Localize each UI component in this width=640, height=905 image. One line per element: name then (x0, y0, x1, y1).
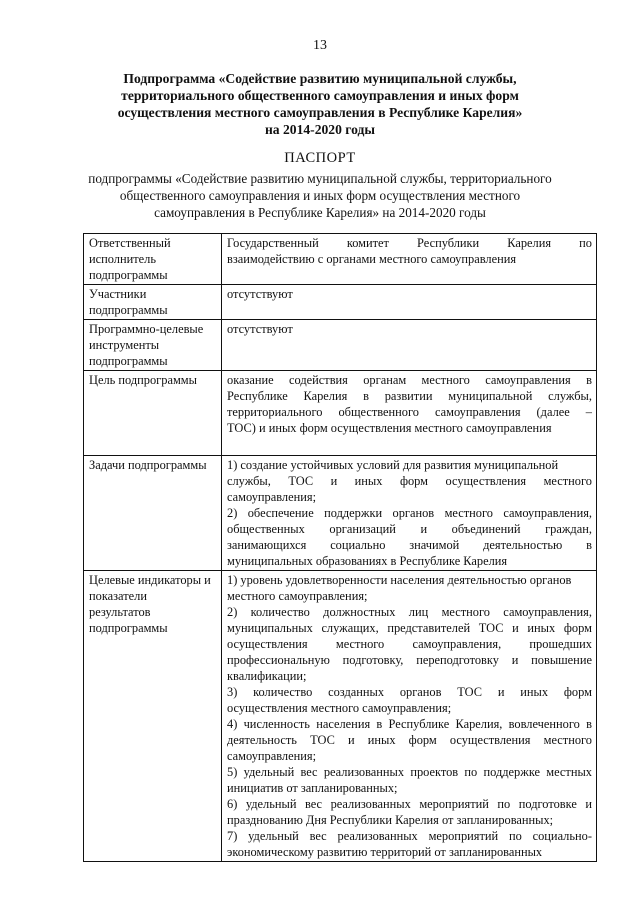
subtitle-line: самоуправления в Республике Карелия» на 2014-2020 годы (154, 205, 486, 220)
word: и (347, 733, 355, 747)
row-label-line: Цель подпрограммы (89, 373, 197, 387)
word: и (497, 685, 505, 699)
row-label-line: Программно-целевые (89, 322, 204, 336)
word: 3) (227, 685, 238, 699)
row-value-line (227, 764, 592, 780)
word: по (497, 797, 511, 811)
row-label-line: исполнитель (89, 252, 156, 266)
word: по (464, 765, 478, 779)
word: в (586, 538, 592, 552)
row-label-line: подпрограммы (89, 621, 168, 635)
word: в (586, 717, 592, 731)
word: самоуправления (434, 405, 521, 419)
word: 2) (227, 605, 238, 619)
row-label-cell (84, 571, 222, 862)
word: представителей (387, 621, 471, 635)
justified-words (227, 716, 592, 732)
word: форм (399, 474, 429, 488)
word: по (508, 829, 522, 843)
word: самоуправления, (412, 637, 502, 651)
word: местного (421, 373, 470, 387)
word: граждан, (545, 522, 592, 536)
word: форм (563, 621, 592, 635)
word: самоуправления, (503, 605, 592, 619)
word: Республике (388, 717, 450, 731)
justified-words (227, 620, 592, 636)
justified-words (227, 537, 592, 553)
word: деятельностью (483, 538, 563, 552)
row-label-line: подпрограммы (89, 268, 168, 282)
word: местного (444, 506, 493, 520)
word: осуществления (227, 637, 308, 651)
justified-words (227, 828, 592, 844)
row-value-line: самоуправления; (227, 749, 317, 763)
word: (далее (536, 405, 570, 419)
word: иных (520, 685, 549, 699)
word: и (511, 653, 519, 667)
table-row (84, 571, 597, 862)
word: деятельность (227, 733, 297, 747)
word: вес (304, 797, 323, 811)
table-row (84, 371, 597, 456)
row-value-line: инициатив от запланированных; (227, 781, 398, 795)
heading-line: на 2014-2020 годы (264, 122, 376, 137)
row-value-line: 1) уровень удовлетворенности населения деятельностью органов (227, 573, 572, 587)
word: проектов (410, 765, 459, 779)
row-label-line: инструменты (89, 338, 160, 352)
word: органов (392, 506, 435, 520)
heading-line: осуществления местного самоуправления в Республике Карелия» (117, 105, 523, 120)
row-value-line (227, 521, 592, 537)
row-value-line (227, 620, 592, 636)
row-value-line (227, 235, 592, 251)
row-label-cell (84, 371, 222, 456)
row-value-line (227, 652, 592, 668)
row-value-line: 1) создание устойчивых условий для развития муниципальной (227, 458, 559, 472)
subtitle-line: общественного самоуправления и иных форм осуществления местного (119, 188, 521, 203)
row-value-cell (222, 285, 597, 320)
word: служащих, (321, 621, 379, 635)
word: форм (408, 733, 437, 747)
row-label-line: показатели (89, 589, 147, 603)
word: социально (330, 538, 386, 552)
word: поддержке (483, 765, 541, 779)
row-value-line (227, 716, 592, 732)
word: осуществления (445, 474, 527, 488)
row-value-line (227, 388, 592, 404)
row-value-line (227, 505, 592, 521)
word: обеспечение (247, 506, 314, 520)
row-value-cell (222, 371, 597, 456)
word: территориального (227, 405, 323, 419)
word: самоуправления (485, 373, 571, 387)
word: ТОС (288, 474, 314, 488)
row-value-line (227, 604, 592, 620)
justified-words (227, 796, 592, 812)
word: развитии (384, 389, 433, 403)
row-value-line (227, 796, 592, 812)
table-row (84, 234, 597, 285)
justified-words (227, 652, 592, 668)
row-value-line: празднованию Дня Республики Карелия от запланированных; (227, 813, 554, 827)
row-value-line: ТОС) и иных форм осуществления местного самоуправления (227, 421, 552, 435)
word: службы, (227, 474, 271, 488)
justified-words (227, 521, 592, 537)
word: 5) (227, 765, 238, 779)
word: повышение (531, 653, 592, 667)
word: вес (300, 765, 318, 779)
word: в (376, 717, 383, 731)
row-value-line: взаимодействию с органами местного самоуправления (227, 252, 517, 266)
row-value-line (227, 684, 592, 700)
row-value-line (227, 537, 592, 553)
word: подготовке (518, 797, 577, 811)
row-label-line: подпрограммы (89, 354, 168, 368)
word: и (585, 797, 592, 811)
passport-table (83, 233, 597, 862)
justified-words (227, 684, 592, 700)
row-label-cell (84, 456, 222, 571)
row-value-line: отсутствуют (227, 322, 293, 336)
word: и (330, 474, 338, 488)
word: Карелия (507, 236, 552, 250)
word: Карелия (303, 389, 348, 403)
word: численность (243, 717, 310, 731)
row-label-line: Задачи подпрограммы (89, 458, 207, 472)
row-label-line: подпрограммы (89, 303, 168, 317)
row-value-line: экономическому развитию территорий от запланированных (227, 845, 543, 859)
word: иных (527, 621, 556, 635)
word: – (585, 405, 592, 419)
row-label-line: Участники (89, 287, 147, 301)
justified-words (227, 388, 592, 404)
word: службы, (548, 389, 592, 403)
justified-words (227, 505, 592, 521)
word: реализованных (323, 765, 405, 779)
row-value-cell (222, 320, 597, 371)
word: Государственный (227, 236, 319, 250)
row-value-cell (222, 456, 597, 571)
justified-words (227, 764, 592, 780)
word: социально- (532, 829, 592, 843)
word: 4) (227, 717, 238, 731)
word: иных (354, 474, 383, 488)
word: значимой (409, 538, 460, 552)
row-value-line (227, 372, 592, 388)
word: осуществления (449, 733, 531, 747)
row-value-line (227, 473, 592, 489)
word: удельный (245, 797, 297, 811)
row-label-cell (84, 320, 222, 371)
word: организаций (329, 522, 396, 536)
row-label-cell (84, 285, 222, 320)
word: комитет (346, 236, 389, 250)
heading-line: Подпрограмма «Содействие развитию муниципальной службы, (123, 71, 517, 86)
word: оказание (227, 373, 274, 387)
justified-words (227, 732, 592, 748)
table-row (84, 285, 597, 320)
word: населения (316, 717, 371, 731)
word: удельный (243, 765, 295, 779)
word: форм (563, 685, 592, 699)
passport-subtitle (70, 170, 570, 221)
justified-words (227, 636, 592, 652)
word: общественных (227, 522, 305, 536)
word: местного (441, 605, 490, 619)
word: прошедших (529, 637, 592, 651)
word: количество (253, 685, 313, 699)
word: мероприятий (419, 797, 489, 811)
word: удельный (248, 829, 299, 843)
word: вовлеченного (508, 717, 580, 731)
row-value-line: муниципальных образованиях в Республике Карелия (227, 554, 508, 568)
word: в (586, 373, 592, 387)
word: местного (543, 733, 592, 747)
word: объединений (451, 522, 521, 536)
word: 6) (227, 797, 238, 811)
row-label-line: Целевые индикаторы и (89, 573, 211, 587)
word: местного (543, 474, 592, 488)
row-value-cell (222, 571, 597, 862)
subtitle-line: подпрограммы «Содействие развитию муниципальной службы, территориального (88, 171, 552, 186)
word: подготовку, (342, 653, 404, 667)
word: реализованных (337, 829, 418, 843)
word: должностных (323, 605, 396, 619)
passport-title: ПАСПОРТ (284, 150, 356, 166)
row-value-line: осуществления местного самоуправления; (227, 701, 452, 715)
page-number: 13 (313, 38, 327, 53)
row-value-line: самоуправления; (227, 490, 317, 504)
row-value-line (227, 828, 592, 844)
word: и (420, 522, 428, 536)
word: самоуправления, (503, 506, 592, 520)
word: реализованных (330, 797, 411, 811)
row-value-cell (222, 234, 597, 285)
word: созданных (328, 685, 385, 699)
word: по (579, 236, 592, 250)
row-value-line: отсутствуют (227, 287, 293, 301)
word: иных (367, 733, 396, 747)
table-row (84, 456, 597, 571)
word: местного (335, 637, 385, 651)
heading-line: территориального общественного самоуправления и иных форм (121, 88, 519, 103)
word: Республике (227, 389, 288, 403)
word: органов (399, 685, 442, 699)
justified-words (227, 604, 592, 620)
word: органам (363, 373, 407, 387)
row-value-line (227, 732, 592, 748)
row-value-line (227, 404, 592, 420)
word: общественного (338, 405, 419, 419)
word: содействия (289, 373, 348, 387)
word: вес (309, 829, 327, 843)
word: лиц (408, 605, 429, 619)
word: в (363, 389, 369, 403)
row-label-cell (84, 234, 222, 285)
word: мероприятий (428, 829, 499, 843)
word: занимающихся (227, 538, 307, 552)
word: 2) (227, 506, 238, 520)
justified-words (227, 404, 592, 420)
word: муниципальной (448, 389, 533, 403)
word: поддержки (324, 506, 383, 520)
row-value-line: местного самоуправления; (227, 589, 368, 603)
justified-words (227, 372, 592, 388)
row-label-line: результатов (89, 605, 151, 619)
word: 7) (227, 829, 238, 843)
word: ТОС (457, 685, 483, 699)
word: местных (546, 765, 592, 779)
word: ТОС (478, 621, 504, 635)
word: профессиональную (227, 653, 330, 667)
table-row (84, 320, 597, 371)
word: ТОС (310, 733, 335, 747)
row-value-line (227, 636, 592, 652)
justified-words (227, 473, 592, 489)
document-heading (80, 70, 560, 138)
word: муниципальных (227, 621, 313, 635)
word: количество (250, 605, 310, 619)
row-value-line: квалификации; (227, 669, 307, 683)
word: переподготовку (416, 653, 499, 667)
justified-words (227, 235, 592, 251)
word: Карелия, (455, 717, 503, 731)
word: Республики (417, 236, 480, 250)
row-label-line: Ответственный (89, 236, 171, 250)
word: и (512, 621, 519, 635)
